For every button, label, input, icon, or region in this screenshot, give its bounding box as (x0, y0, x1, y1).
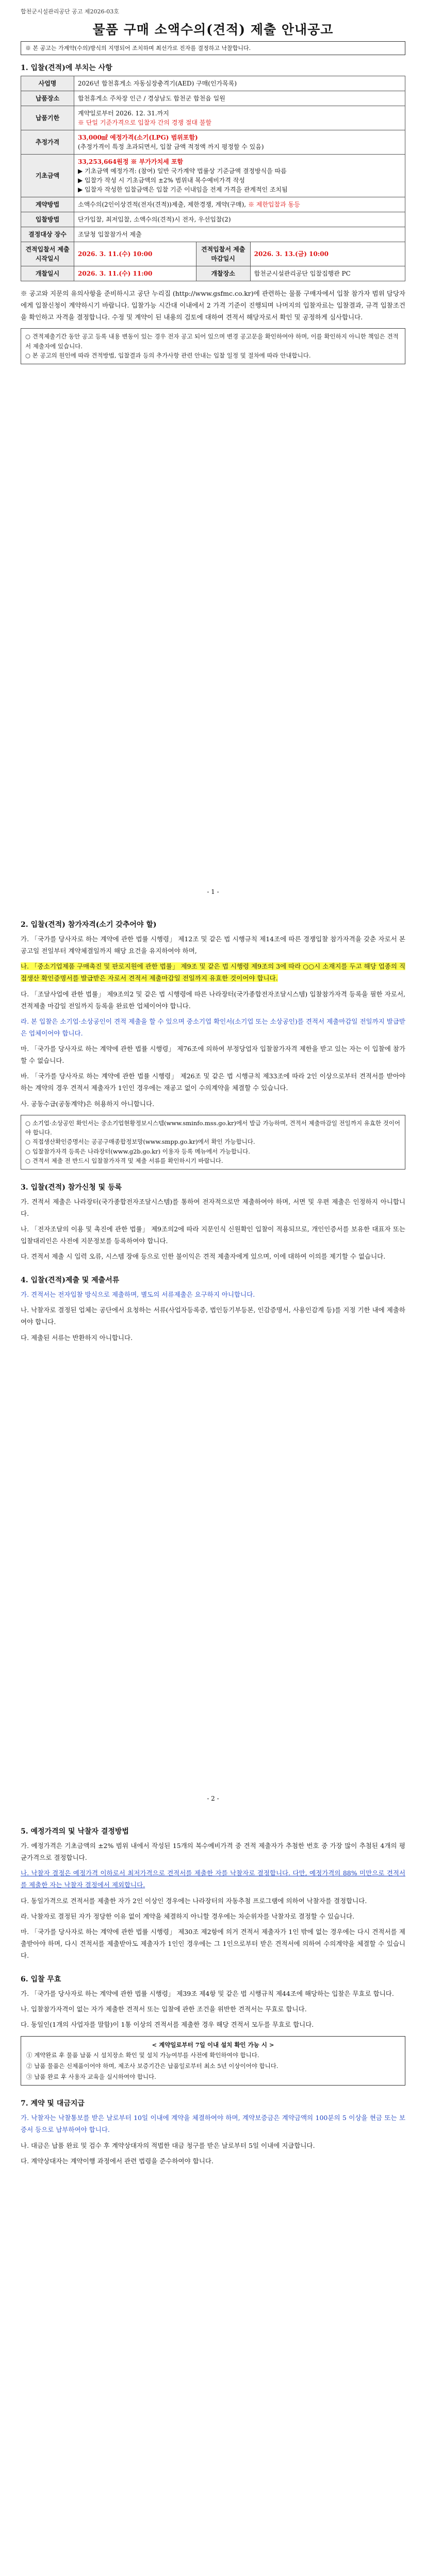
section-6-heading: 6. 입찰 무효 (21, 1975, 61, 1984)
section-3-item: 가. 견적서 제출은 나라장터(국가종합전자조달시스템)를 통하여 전자적으로만 제출하여야 하며, 서면 및 우편 제출은 인정하지 아니합니다. (21, 1197, 405, 1217)
row-label: 입찰방법 (21, 212, 74, 227)
row-label: 사업명 (21, 76, 74, 91)
example-line: ② 납품 물품은 신제품이어야 하며, 제조사 보증기간은 납품일로부터 최소 5년 이상이어야 합니다. (26, 2062, 278, 2070)
base-amount-item: ▶ 기초금액 예정가격: (참여) 일반 국가계약 법률상 기준금액 결정방식을 따름 (78, 167, 287, 175)
open-date: 2026. 3. 11.(수) 11:00 (74, 266, 196, 281)
note-line: ○ 본 공고의 원인에 따라 견적방법, 입찰결과 등의 추가사항 관련 안내는 입찰 일정 및 절차에 따라 안내합니다. (25, 352, 311, 360)
section-3-item: 다. 견적서 제출 시 입력 오류, 시스템 장애 등으로 인한 불이익은 견적 제출자에게 있으며, 이에 대하여 이의를 제기할 수 없습니다. (21, 1252, 386, 1261)
section-4-heading: 4. 입찰(견적)제출 및 제출서류 (21, 1276, 120, 1285)
section-4-item: 다. 제출된 서류는 반환하지 아니합니다. (21, 1333, 133, 1342)
section-2-item (21, 960, 405, 984)
section-2-item: 바. 「국가를 당사자로 하는 계약에 관한 법률 시행령」 제26조 및 같은 법 시행규칙 제33조에 따라 2인 이상으로부터 견적서를 받아야 하는 계약의 경우 견적서 제출자가 1인인 경우에는 재공고 없이 수의계약을 체결할 수 있습니다. (21, 1072, 405, 1092)
row-value (74, 130, 405, 155)
start-label: 견적입찰서 제출 시작일시 (21, 242, 74, 266)
page-number: - 2 - (207, 1795, 219, 1802)
table-row (21, 242, 405, 266)
page-title: 물품 구매 소액수의(견적) 제출 안내공고 (92, 22, 334, 37)
info-table (21, 76, 405, 281)
section-5-item (21, 1867, 405, 1891)
section-5-item: 다. 동일가격으로 견적서를 제출한 자가 2인 이상인 경우에는 나라장터의 자동추첨 프로그램에 의하여 낙찰자를 결정합니다. (21, 1896, 367, 1905)
section-3-heading: 3. 입찰(견적) 참가신청 및 등록 (21, 1183, 122, 1192)
section-7-item (21, 2112, 405, 2136)
note-line: ○ 직접생산확인증명서는 공공구매종합정보망(www.smpp.go.kr)에서 확인 가능합니다. (25, 1138, 255, 1146)
start-date: 2026. 3. 11.(수) 10:00 (74, 242, 196, 266)
blue-text: 나. 낙찰자 결정은 예정가격 이하로서 최저가격으로 견적서를 제출한 자를 낙찰자로 결정합니다. 다만, 예정가격의 88% 미만으로 견적서를 제출한 자는 낙찰자 결정에서 제외합니다. (21, 1869, 405, 1889)
base-amount-item: ▶ 입찰자 작성한 입찰금액은 입찰 기준 이내임을 전제 가격을 관계적인 조치됨 (78, 186, 288, 194)
section-7-heading: 7. 계약 및 대금지급 (21, 2099, 85, 2108)
note-line: ○ 견적서 제출 전 반드시 입찰참가자격 및 제출 서류를 확인하시기 바랍니다. (25, 1157, 223, 1165)
section-4-item: 나. 낙찰자로 결정된 업체는 공단에서 요청하는 서류(사업자등록증, 법인등기부등본, 인감증명서, 사용인감계 등)를 지정 기한 내에 제출하여야 합니다. (21, 1306, 405, 1326)
estimated-price-note: (추정가격이 특정 초과되면서, 입찰 금액 적정액 까지 평정할 수 있음) (78, 143, 264, 151)
highlighted-text: 나. 「중소기업제품 구매촉진 및 판로지원에 관한 법률」 제9조 및 같은 법 시행령 제9조의 3에 따라 ○○시 소재지를 두고 해당 업종의 직접생산 확인증명서를 발급받은 자로서 견적서 제출마감일 전일까지 유효한 것이어야 합니다. (21, 962, 405, 982)
contract-method: 소액수의(2인이상견적(전자(견적))제출, 제한경쟁, 계약(구매), (78, 201, 247, 209)
note-line: ○ 입찰참가자격 등록은 나라장터(www.g2b.go.kr) 이용자 등록 메뉴에서 가능합니다. (25, 1147, 250, 1155)
estimated-price: 33,000㎖ 예정가격(소기(LPG) 범위포함) (78, 134, 198, 142)
row-label: 계약방법 (21, 197, 74, 212)
note-box-1 (21, 328, 405, 364)
note-box-2 (21, 1115, 405, 1170)
table-row (21, 130, 405, 155)
table-row (21, 155, 405, 197)
section-2-item: 다. 「조달사업에 관한 법률」 제9조의2 및 같은 법 시행령에 따른 나라장터(국가종합전자조달시스템) 입찰참가자격 등록을 필한 자로서, 견적제출 마감일 전일까지 등록을 완료한 업체이어야 합니다. (21, 990, 405, 1010)
base-amount-item: ▶ 입찰가 작성 시 기초금액의 ±2% 범위내 복수예비가격 작성 (78, 177, 245, 184)
note-line: ○ 견적제출기간 동안 공고 등록 내용 변동이 있는 경우 전자 공고 되어 있으며 변경 공고문을 확인하여야 하며, 이를 확인하지 아니한 책임은 견적서 제출자에 있습니다. (25, 333, 399, 350)
section-5-item: 라. 낙찰자로 결정된 자가 정당한 이유 없이 계약을 체결하지 아니할 경우에는 차순위자를 낙찰자로 결정할 수 있습니다. (21, 1912, 355, 1920)
section-2-heading: 2. 입찰(견적) 참가자격(소기 갖추어야 할) (21, 921, 157, 929)
end-date: 2026. 3. 13.(금) 10:00 (250, 242, 405, 266)
section-2-item: 마. 「국가를 당사자로 하는 계약에 관한 법률 시행령」 제76조에 의하여 부정당업자 입찰참가자격 제한을 받고 있는 자는 이 입찰에 참가할 수 없습니다. (21, 1045, 405, 1065)
notice-box: ※ 본 공고는 가계약(수의)방식의 지명되어 조치하며 최선가로 진자를 결정하고 낙찰합니다. (21, 41, 405, 55)
section-1-heading: 1. 입찰(견적)에 부치는 사항 (21, 64, 112, 73)
section-7-item: 나. 대금은 납품 완료 및 검수 후 계약상대자의 적법한 대금 청구를 받은 날로부터 5일 이내에 지급합니다. (21, 2141, 315, 2149)
open-place: 합천군시설관리공단 입찰집행관 PC (250, 266, 405, 281)
section-5-heading: 5. 예정가격의 및 낙찰자 결정방법 (21, 1827, 129, 1836)
row-value (74, 106, 405, 130)
section-4-item (21, 1289, 405, 1300)
contract-method-note: ※ 제한입찰과 동등 (248, 201, 300, 209)
page-number: - 1 - (207, 888, 219, 895)
doc-code: 합천군시설관리공단 공고 제2026-03호 (21, 8, 119, 15)
section-5-item: 가. 예정가격은 기초금액의 ±2% 범위 내에서 작성된 15개의 복수예비가격 중 견적 제출자가 추첨한 번호 중 가장 많이 추첨된 4개의 평균가격으로 결정합니다. (21, 1842, 405, 1862)
row-value: 단가입찰, 최저입찰, 소액수의(견적)시 전자, 우선입찰(2) (74, 212, 405, 227)
row-label: 납품기한 (21, 106, 74, 130)
place-label: 개찰장소 (196, 266, 250, 281)
section-2-item: 사. 공동수급(공동계약)은 허용하지 아니합니다. (21, 1099, 155, 1108)
table-row (21, 106, 405, 130)
section-3-item: 나. 「전자조달의 이용 및 촉진에 관한 법률」 제9조의2에 따라 지문인식 신원확인 입찰이 적용되므로, 개인인증서를 보유한 대표자 또는 입찰대리인은 사전에 지문정보를 등록하여야 합니다. (21, 1225, 405, 1245)
section-2-item: 가. 「국가를 당사자로 하는 계약에 관한 법률 시행령」 제12조 및 같은 법 시행규칙 제14조에 따른 경쟁입찰 참가자격을 갖춘 자로서 본 공고일 전일부터 계약체결일까지 해당 요건을 유지하여야 하며, (21, 935, 405, 955)
page-1 (0, 0, 426, 907)
row-value (74, 197, 405, 212)
row-value (74, 155, 405, 197)
page-3 (0, 1814, 426, 2576)
row-label: 기초금액 (21, 155, 74, 197)
end-label: 견적입찰서 제출 마감일시 (196, 242, 250, 266)
page-2 (0, 907, 426, 1814)
example-line: ① 계약완료 후 물품 납품 시 설치장소 확인 및 설치 가능여부를 사전에 확인하여야 합니다. (26, 2052, 259, 2059)
section-6-item: 다. 동일인(1개의 사업자를 말함)이 1통 이상의 견적서를 제출한 경우 해당 견적서 모두를 무효로 합니다. (21, 2021, 314, 2029)
table-row (21, 76, 405, 91)
table-row (21, 227, 405, 242)
table-row (21, 91, 405, 106)
section-2-item (21, 1015, 405, 1039)
delivery-note: ※ 단일 기준가격으로 입찰자 간의 경쟁 절대 불할 (78, 119, 211, 127)
example-box (21, 2036, 405, 2086)
row-value: 조달청 입찰참가서 제출 (74, 227, 405, 242)
section-6-item: 나. 입찰참가자격이 없는 자가 제출한 견적서 또는 입찰에 관한 조건을 위반한 견적서는 무효로 합니다. (21, 2005, 307, 2013)
table-row (21, 197, 405, 212)
row-value: 합천휴게소 주차장 인근 / 경상남도 합천군 합천읍 일원 (74, 91, 405, 106)
section-5-item: 마. 「국가를 당사자로 하는 계약에 관한 법률 시행령」 제30조 제2항에 의거 견적서 제출자가 1인 밖에 없는 경우에는 다시 견적서를 제출받아야 하며, 다시 견적서를 제출받아도 제출자가 1인인 경우에는 그 1인으로부터 받은 견적서에 의하여 수의계약을 체결할 수 있습니다. (21, 1927, 405, 1959)
blue-text: 가. 견적서는 전자입찰 방식으로 제출하며, 별도의 서류제출은 요구하지 아니합니다. (21, 1291, 255, 1299)
row-value: 2026년 합천휴게소 자동심장충격기(AED) 구매(인가목록) (74, 76, 405, 91)
row-label: 결정대상 장수 (21, 227, 74, 242)
row-label: 추정가격 (21, 130, 74, 155)
table-row (21, 266, 405, 281)
note-line: ○ 소기업·소상공인 확인서는 중소기업현황정보시스템(www.sminfo.mss.go.kr)에서 발급 가능하며, 견적서 제출마감일 전일까지 유효한 것이어야 합니다. (25, 1119, 401, 1137)
section-7-item: 다. 계약상대자는 계약이행 과정에서 관련 법령을 준수하여야 합니다. (21, 2157, 214, 2165)
open-label: 개찰일시 (21, 266, 74, 281)
section-1-paragraph: ※ 공고와 지문의 유의사항을 준비하시고 공단 누리집 (http://www.gsfmc.co.kr)에 관련하는 물품 구매자에서 입찰 참가자 범위 담당자에게 입찰신청이 계약하시기 바랍니다. 입찰가능 시간대 이내에서 2 가격 기준이 진행되며 나머지의 입찰자료는 입찰결과, 규격 입찰조건을 확인하고 자격을 결정합니다. 수정 및 계약이 된 내용의 검토에 대하여 견적서 해당자로서 확인 및 공정하게 심사합니다. (21, 290, 405, 321)
blue-text: 라. 본 입찰은 소기업·소상공인이 견적 제출을 할 수 있으며 중소기업 확인서(소기업 또는 소상공인)를 견적서 제출마감일 전일까지 발급받은 업체이어야 합니다. (21, 1017, 405, 1037)
example-line: ③ 납품 완료 후 사용자 교육을 실시하여야 합니다. (26, 2073, 156, 2080)
base-amount: 33,253,664원정 ※ 부가가치세 포함 (78, 158, 184, 166)
section-6-item: 가. 「국가를 당사자로 하는 계약에 관한 법률 시행령」 제39조 제4항 및 같은 법 시행규칙 제44조에 해당하는 입찰은 무효로 합니다. (21, 1990, 394, 1998)
example-box-heading: < 계약일로부터 7일 이내 설치 확인 가능 시 > (152, 2041, 274, 2048)
row-label: 납품장소 (21, 91, 74, 106)
delivery-deadline: 계약일로부터 2026. 12. 31.까지 (78, 110, 169, 117)
table-row (21, 212, 405, 227)
blue-text: 가. 낙찰자는 낙찰통보를 받은 날로부터 10일 이내에 계약을 체결하여야 하며, 계약보증금은 계약금액의 100분의 5 이상을 현금 또는 보증서 등으로 납부하여야 합니다. (21, 2114, 405, 2134)
